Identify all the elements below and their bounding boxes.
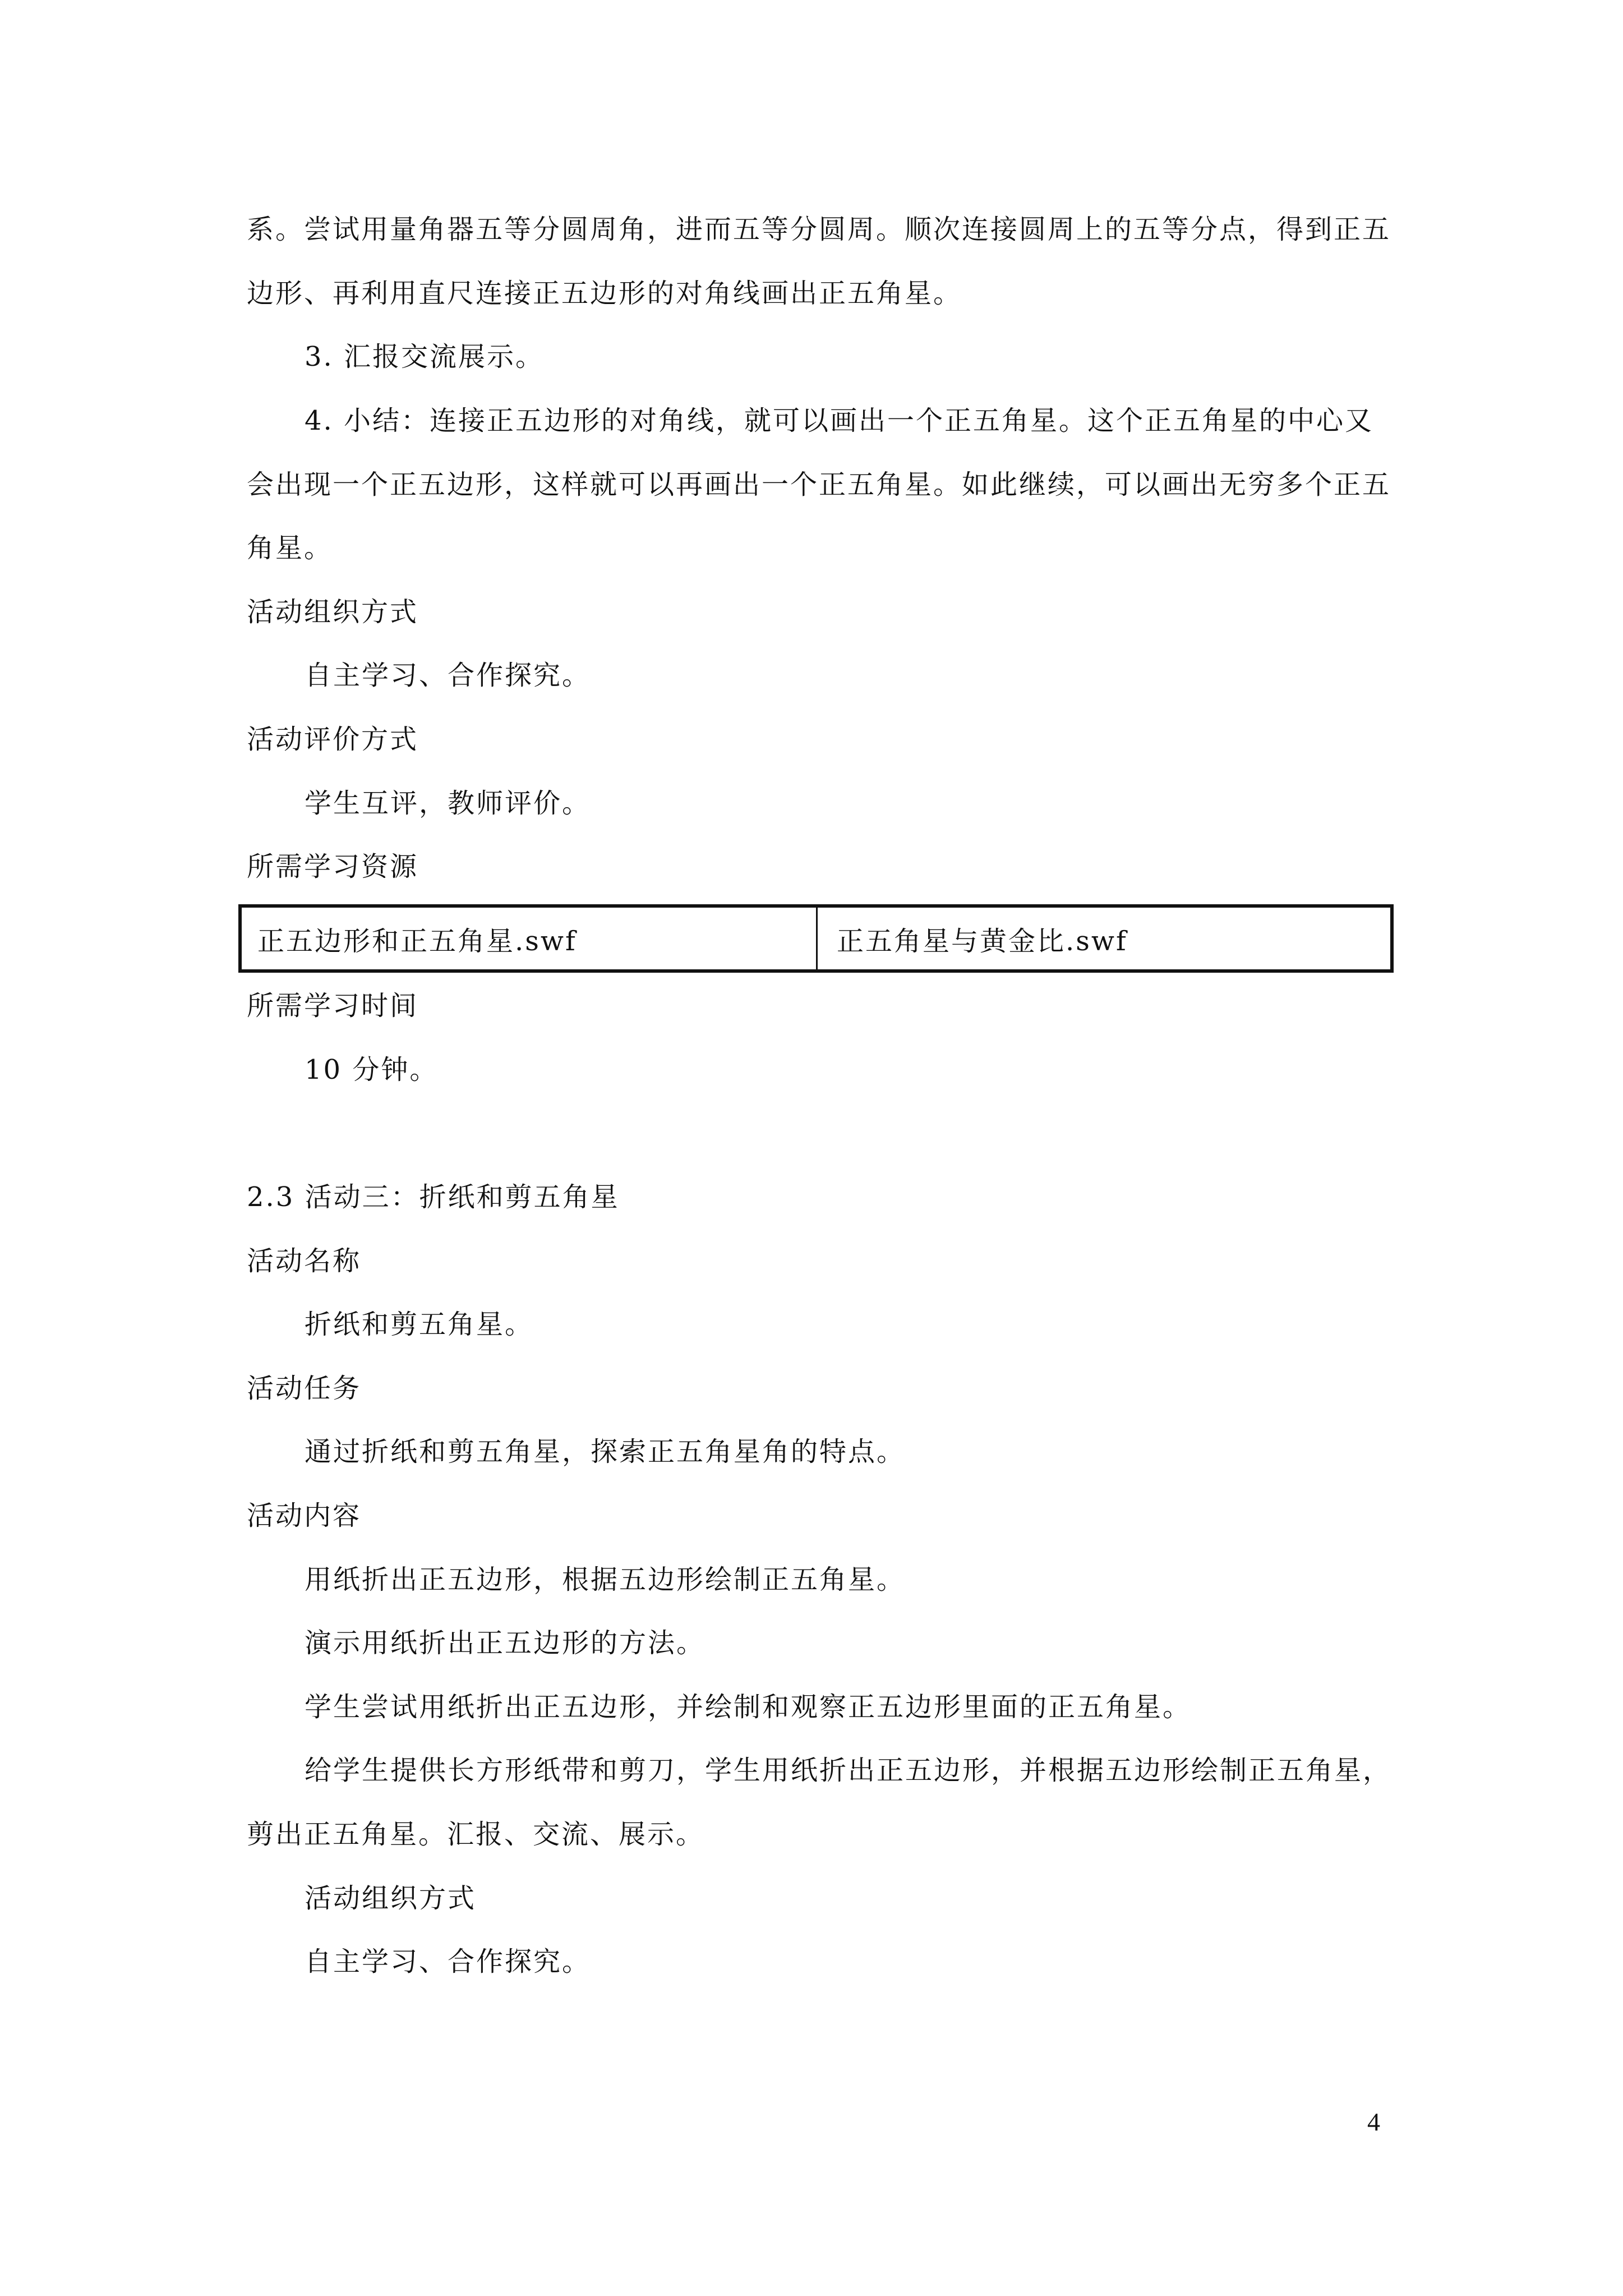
section-label-resources: 所需学习资源 <box>247 851 419 882</box>
paragraph-line: 会出现一个正五边形，这样就可以再画出一个正五角星。如此继续，可以画出无穷多个正五 <box>247 469 1391 500</box>
section-label-name: 活动名称 <box>247 1245 362 1277</box>
section-label-time: 所需学习时间 <box>247 990 419 1022</box>
content-line: 给学生提供长方形纸带和剪刀，学生用纸折出正五边形，并根据五边形绘制正五角星， <box>305 1755 1392 1786</box>
section-heading-activity-3: 2.3 活动三：折纸和剪五角星 <box>247 1181 620 1213</box>
list-item-4: 4. 小结：连接正五边形的对角线，就可以画出一个正五角星。这个正五角星的中心又 <box>305 405 1374 436</box>
section-text-evaluation: 学生互评，教师评价。 <box>305 788 591 819</box>
section-text-time: 10 分钟。 <box>305 1054 439 1085</box>
resource-cell-1: 正五边形和正五角星.swf <box>257 925 577 957</box>
content-line: 剪出正五角星。汇报、交流、展示。 <box>247 1819 705 1850</box>
content-line: 演示用纸折出正五边形的方法。 <box>305 1627 706 1659</box>
resources-table <box>238 904 1394 973</box>
section-label-organization-2: 活动组织方式 <box>305 1883 477 1914</box>
section-label-task: 活动任务 <box>247 1373 362 1404</box>
paragraph-line: 角星。 <box>247 532 333 564</box>
section-text-organization-2: 自主学习、合作探究。 <box>305 1946 591 1977</box>
content-line: 用纸折出正五边形，根据五边形绘制正五角星。 <box>305 1564 906 1595</box>
paragraph-line: 系。尝试用量角器五等分圆周角，进而五等分圆周。顺次连接圆周上的五等分点，得到正五 <box>247 214 1391 245</box>
section-label-organization: 活动组织方式 <box>247 596 419 628</box>
section-text-name: 折纸和剪五角星。 <box>305 1309 534 1340</box>
section-text-task: 通过折纸和剪五角星，探索正五角星角的特点。 <box>305 1436 906 1467</box>
page-number: 4 <box>1367 2108 1380 2136</box>
section-label-content: 活动内容 <box>247 1500 362 1531</box>
section-label-evaluation: 活动评价方式 <box>247 724 419 755</box>
paragraph-line: 边形、再利用直尺连接正五边形的对角线画出正五角星。 <box>247 278 962 309</box>
list-item-3: 3. 汇报交流展示。 <box>305 341 545 372</box>
content-line: 学生尝试用纸折出正五边形，并绘制和观察正五边形里面的正五角星。 <box>305 1691 1192 1723</box>
resource-cell-2: 正五角星与黄金比.swf <box>816 908 1390 969</box>
section-text-organization: 自主学习、合作探究。 <box>305 660 591 691</box>
